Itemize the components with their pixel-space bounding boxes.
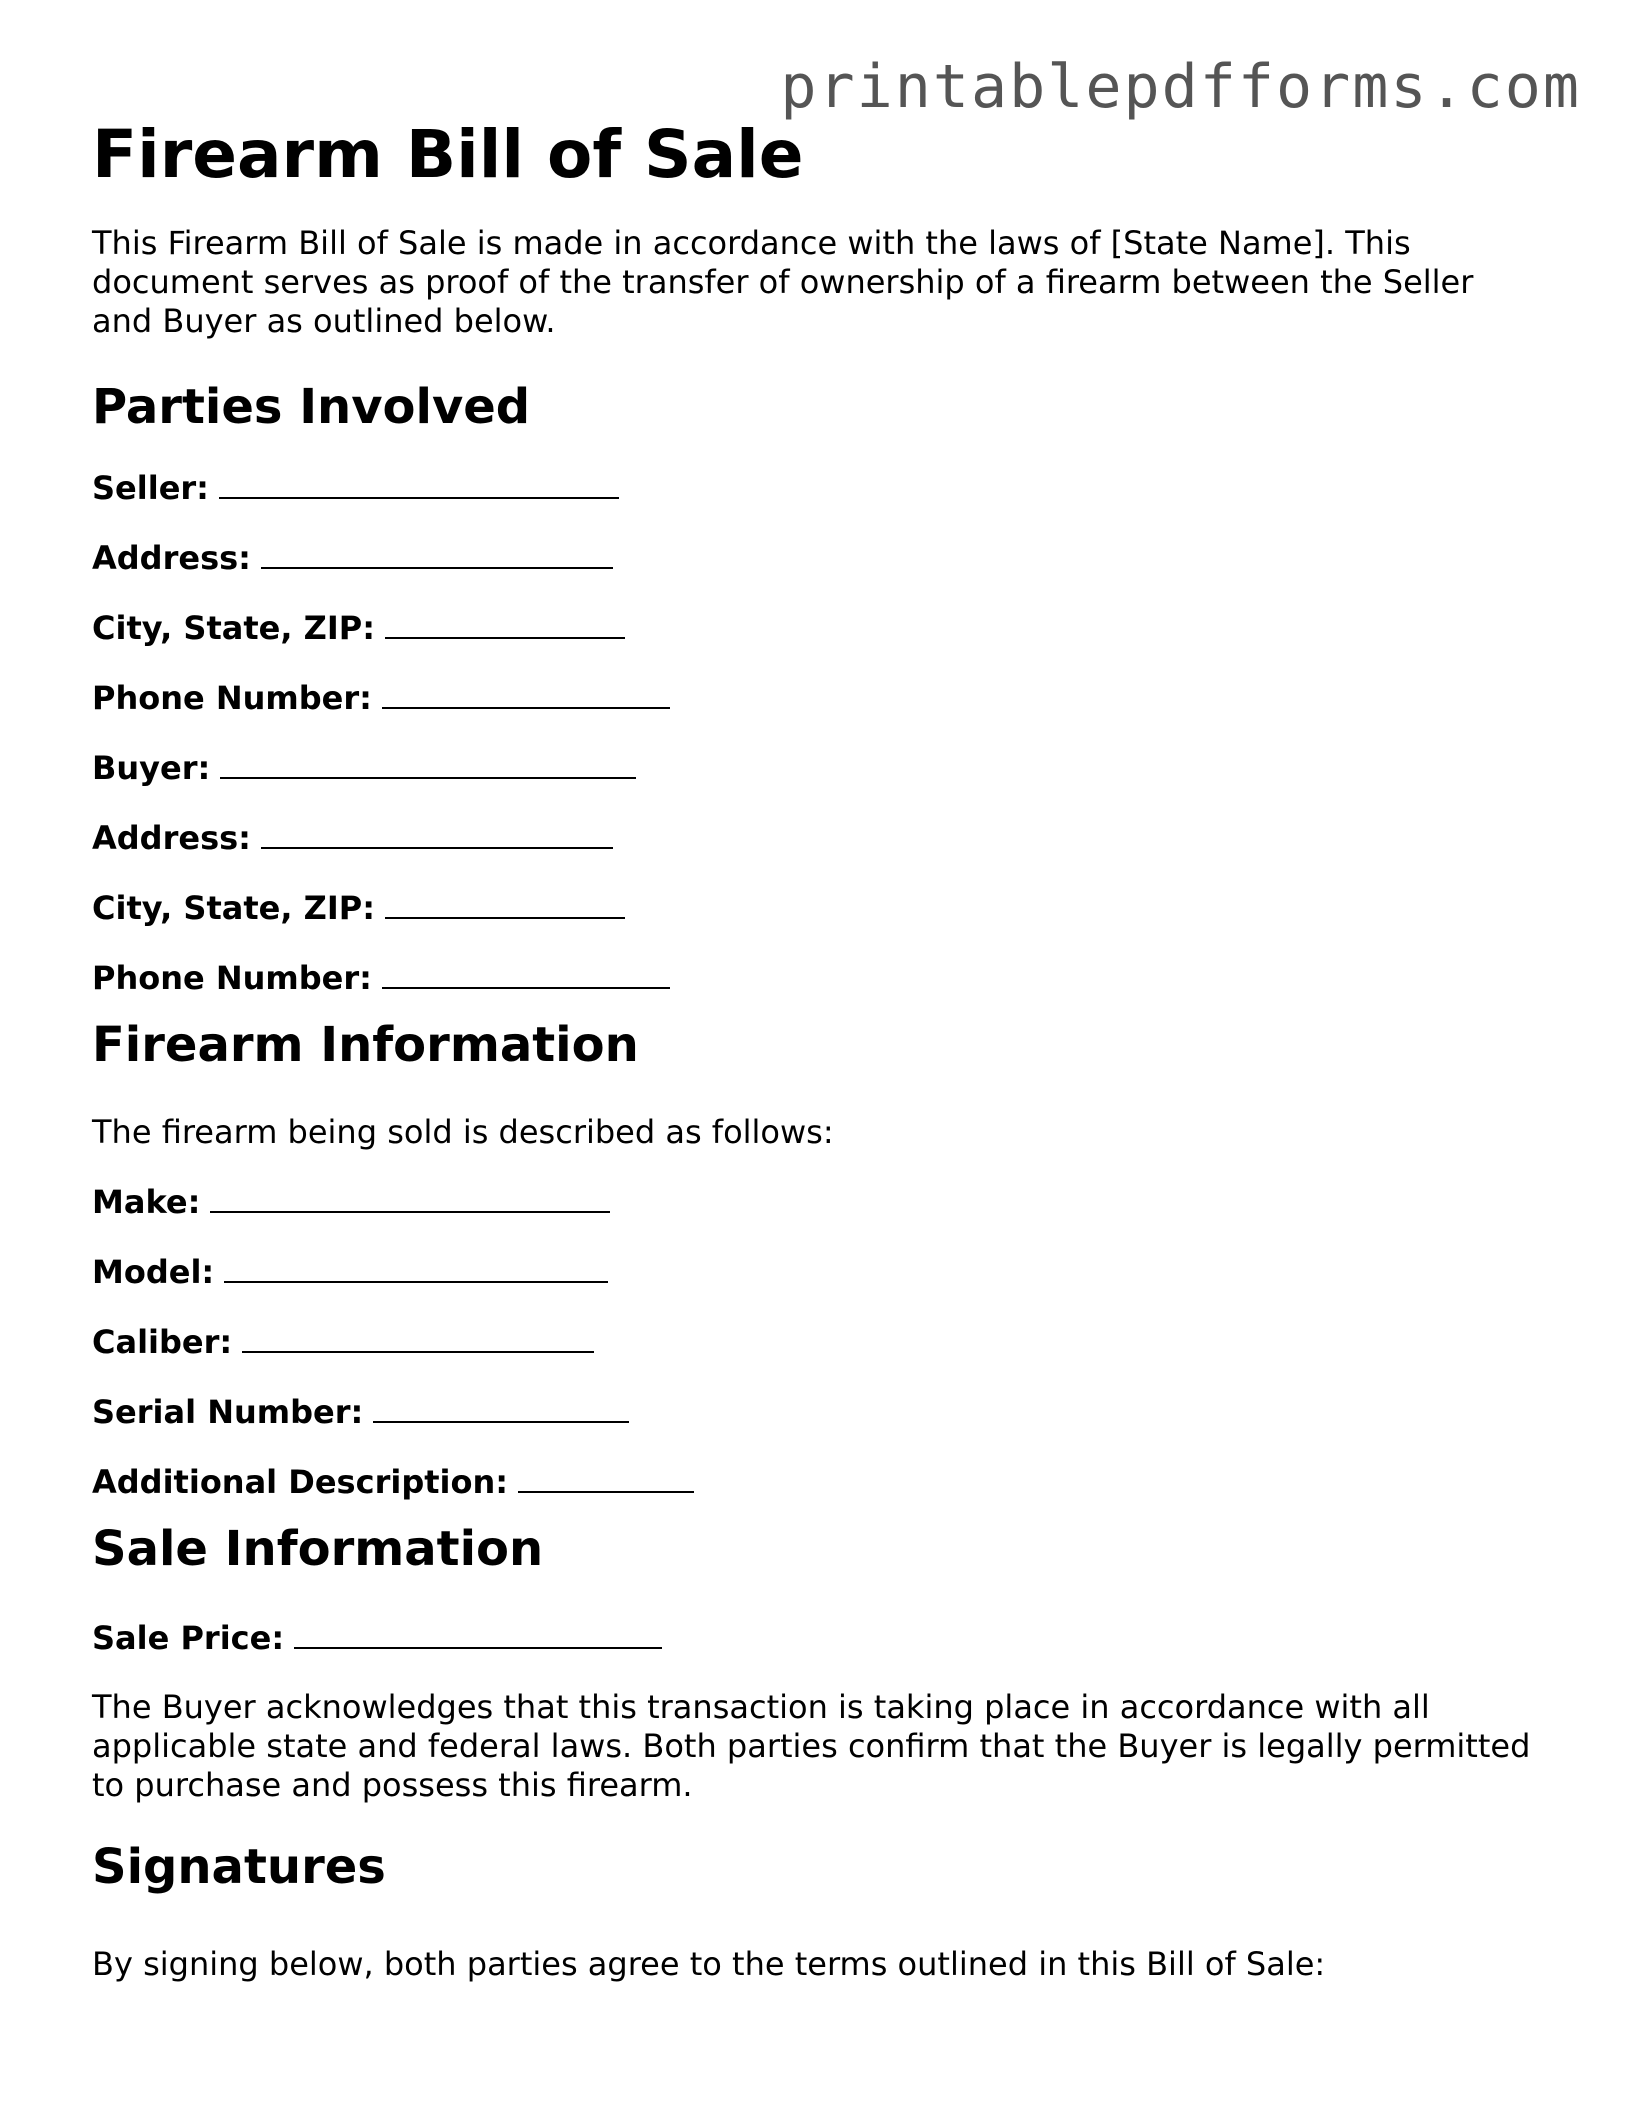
signatures-intro-text: By signing below, both parties agree to the terms outlined in this Bill of Sale: — [92, 1945, 1326, 1983]
parties-fields — [92, 467, 1562, 997]
seller-phone-field — [92, 677, 1562, 717]
caliber-blank[interactable] — [242, 1321, 594, 1353]
buyer-address-blank[interactable] — [261, 817, 613, 849]
buyer-phone-blank[interactable] — [382, 957, 670, 989]
sale-fields — [92, 1617, 1562, 1657]
buyer-city-state-zip-blank[interactable] — [385, 887, 625, 919]
field-label: Buyer: — [92, 749, 211, 787]
parties-heading: Parties Involved — [92, 379, 531, 435]
field-label: Sale Price: — [92, 1619, 285, 1657]
buyer-name-blank[interactable] — [220, 747, 636, 779]
field-label: Phone Number: — [92, 679, 372, 717]
field-label: Caliber: — [92, 1323, 233, 1361]
model-field — [92, 1251, 1562, 1291]
acknowledgement-paragraph: The Buyer acknowledges that this transaction is taking place in accordance with all applicable state and federal laws. Both parties confirm that the Buyer is legally permitted to purchase and possess this firearm. — [92, 1688, 1531, 1804]
make-field — [92, 1181, 1562, 1221]
sale-price-field — [92, 1617, 1562, 1657]
firearm-heading: Firearm Information — [92, 1017, 639, 1073]
sale-price-blank[interactable] — [294, 1617, 662, 1649]
document-title: Firearm Bill of Sale — [92, 116, 804, 193]
buyer-name-field — [92, 747, 1562, 787]
seller-name-blank[interactable] — [219, 467, 619, 499]
firearm-fields — [92, 1181, 1562, 1501]
field-label: Phone Number: — [92, 959, 372, 997]
field-label: Serial Number: — [92, 1393, 364, 1431]
field-label: City, State, ZIP: — [92, 889, 376, 927]
seller-phone-blank[interactable] — [382, 677, 670, 709]
sale-heading: Sale Information — [92, 1521, 544, 1577]
document-page — [92, 112, 1562, 1984]
field-label: City, State, ZIP: — [92, 609, 376, 647]
signatures-heading: Signatures — [92, 1839, 386, 1895]
watermark-logo: printablepdfforms.com — [780, 52, 1581, 122]
additional-description-field — [92, 1461, 1562, 1501]
seller-address-blank[interactable] — [261, 537, 613, 569]
buyer-phone-field — [92, 957, 1562, 997]
intro-paragraph: This Firearm Bill of Sale is made in accordance with the laws of [State Name]. This document serves as proof of the transfer of ownership of a firearm between the Seller and Buyer as outlined below. — [92, 224, 1474, 340]
buyer-city-state-zip-field — [92, 887, 1562, 927]
additional-description-blank[interactable] — [518, 1461, 694, 1493]
seller-name-field — [92, 467, 1562, 507]
field-label: Model: — [92, 1253, 215, 1291]
field-label: Additional Description: — [92, 1463, 509, 1501]
make-blank[interactable] — [210, 1181, 610, 1213]
model-blank[interactable] — [224, 1251, 608, 1283]
serial-number-blank[interactable] — [373, 1391, 629, 1423]
seller-city-state-zip-field — [92, 607, 1562, 647]
serial-number-field — [92, 1391, 1562, 1431]
firearm-description-text: The firearm being sold is described as follows: — [92, 1113, 834, 1151]
seller-address-field — [92, 537, 1562, 577]
buyer-address-field — [92, 817, 1562, 857]
field-label: Address: — [92, 819, 251, 857]
caliber-field — [92, 1321, 1562, 1361]
seller-city-state-zip-blank[interactable] — [385, 607, 625, 639]
field-label: Seller: — [92, 469, 209, 507]
field-label: Make: — [92, 1183, 201, 1221]
field-label: Address: — [92, 539, 251, 577]
